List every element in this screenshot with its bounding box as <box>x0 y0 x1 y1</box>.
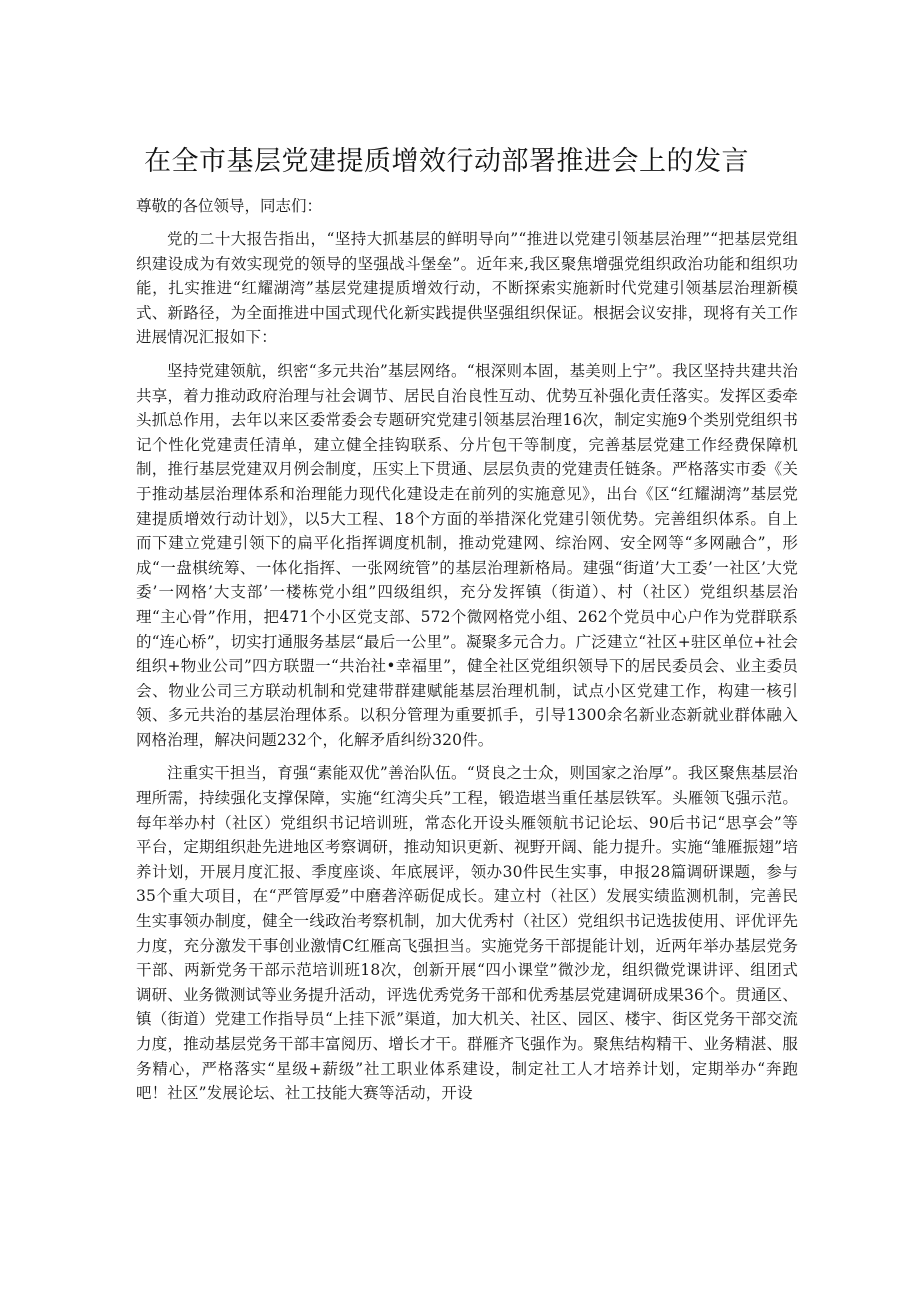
paragraph-intro: 党的二十大报告指出，“坚持大抓基层的鲜明导向”“推进以党建引领基层治理”“把基层党组织建设成为有效实现党的领导的坚强战斗堡垒”。近年来,我区聚焦增强党组织政治功能和组织功能，扎实推进“红耀湖湾”基层党建提质增效行动，不断探索实施新时代党建引领基层治理新模式、新路径，为全面推进中国式现代化新实践提供坚强组织保证。根据会议安排，现将有关工作进展情况汇报如下： <box>136 230 798 347</box>
document-page <box>136 140 798 1115</box>
document-title: 在全市基层党建提质增效行动部署推进会上的发言 <box>144 146 749 177</box>
paragraph-party-leadership: 坚持党建领航，织密“多元共治”基层网络。“根深则本固，基美则上宁”。我区坚持共建共治共享，着力推动政府治理与社会调节、居民自治良性互动、优势互补强化责任落实。发挥区委牵头抓总作用，去年以来区委常委会专题研究党建引领基层治理16次，制定实施9个类别党组织书记个性化党建责任清单，建立健全挂钩联系、分片包干等制度，完善基层党建工作经费保障机制，推行基层党建双月例会制度，压实上下贯通、层层负责的党建责任链条。严格落实市委《关于推动基层治理体系和治理能力现代化建设走在前列的实施意见》，出台《区“红耀湖湾”基层党建提质增效行动计划》，以5大工程、18个方面的举措深化党建引领优势。完善组织体系。自上而下建立党建引领下的扁平化指挥调度机制，推动党建网、综治网、安全网等“多网融合”，形成“一盘棋统筹、一体化指挥、一张网统管”的基层治理新格局。建强“街道’大工委’一社区’大党委’一网格’大支部’一楼栋党小组”四级组织，充分发挥镇（街道）、村（社区）党组织基层治理“主心骨”作用，把471个小区党支部、572个微网格党小组、262个党员中心户作为党群联系的“连心桥”，切实打通服务基层“最后一公里”。凝聚多元合力。广泛建立“社区+驻区单位+社会组织+物业公司”四方联盟一“共治社•幸福里”，健全社区党组织领导下的居民委员会、业主委员会、物业公司三方联动机制和党建带群建赋能基层治理机制，试点小区党建工作，构建一核引领、多元共治的基层治理体系。以积分管理为重要抓手，引导1300余名新业态新就业群体融入网格治理，解决问题232个，化解矛盾纠纷320件。 <box>136 361 798 749</box>
salutation: 尊敬的各位领导，同志们： <box>136 197 323 215</box>
paragraph-cadre-team: 注重实干担当，育强“素能双优”善治队伍。“贤良之士众，则国家之治厚”。我区聚焦基层治理所需，持续强化支撑保障，实施“红湾尖兵”工程，锻造堪当重任基层铁军。头雁领飞强示范。每年举办村（社区）党组织书记培训班，常态化开设头雁领航书记论坛、90后书记“思享会”等平台，定期组织赴先进地区考察调研，推动知识更新、视野开阔、能力提升。实施“雏雁振翅”培养计划，开展月度汇报、季度座谈、年底展评，领办30件民生实事，申报28篇调研课题，参与35个重大项目，在“严管厚爱”中磨砻淬砺促成长。建立村（社区）发展实绩监测机制，完善民生实事领办制度，健全一线政治考察机制，加大优秀村（社区）党组织书记选拔使用、评优评先力度，充分激发干事创业激情C红雁高飞强担当。实施党务干部提能计划，近两年举办基层党务干部、两新党务干部示范培训班18次，创新开展“四小课堂”微沙龙，组织微党课讲评、组团式调研、业务微测试等业务提升活动，评选优秀党务干部和优秀基层党建调研成果36个。贯通区、镇（街道）党建工作指导员“上挂下派”渠道，加大机关、社区、园区、楼宇、街区党务干部交流力度，推动基层党务干部丰富阅历、增长才干。群雁齐飞强作为。聚焦结构精干、业务精湛、服务精心，严格落实“星级+薪级”社工职业体系建设，制定社工人才培养计划，定期举办“奔跑吧！社区”发展论坛、社工技能大赛等活动，开设 <box>136 764 798 1103</box>
